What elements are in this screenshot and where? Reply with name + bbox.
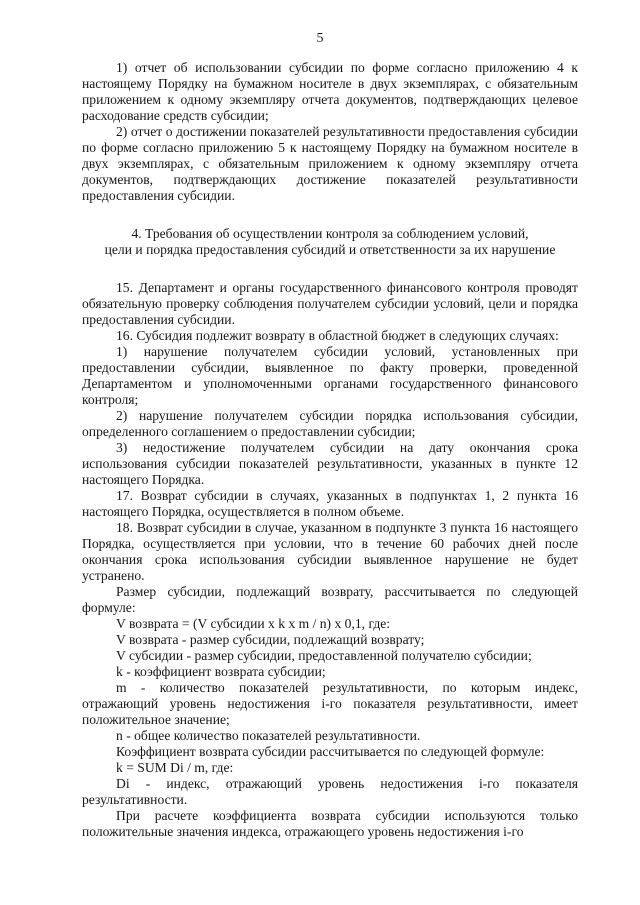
paragraph-16: 16. Субсидия подлежит возврату в областной бюджет в следующих случаях:	[116, 328, 559, 343]
definition-n: n - общее количество показателей результативности.	[116, 728, 421, 743]
paragraph-16-item-1: 1) нарушение получателем субсидии условий, установленных при предоставлении субсидии, выявленное по факту проверки, проведенной Департаментом и уполномоченными органами государственного финансового контроля;	[82, 344, 578, 407]
section-heading-line-1: 4. Требования об осуществлении контроля за соблюдением условий,	[131, 226, 529, 241]
spacer	[82, 258, 578, 280]
definition-v-refund: V возврата - размер субсидии, подлежащий возврату;	[116, 632, 425, 647]
paragraph-report-results: 2) отчет о достижении показателей результативности предоставления субсидии по форме согласно приложению 5 к настоящему Порядку на бумажном носителе в двух экземплярах, с обязательным приложением к одному экземпляру отчета документов, подтверждающих достижение показателей результативности предоставления субсидии.	[82, 124, 578, 203]
paragraph-16-item-2: 2) нарушение получателем субсидии порядка использования субсидии, определенного соглашением о предоставлении субсидии;	[82, 408, 578, 439]
paragraph-positive-values: При расчете коэффициента возврата субсидии используются только положительные значения индекса, отражающего уровень недостижения i-го	[82, 808, 578, 839]
formula-refund: V возврата = (V субсидии x k x m / n) x 0,1, где:	[116, 616, 391, 631]
definition-k: k - коэффициент возврата субсидии;	[116, 664, 326, 679]
section-heading-line-2: цели и порядка предоставления субсидий и ответственности за их нарушение	[104, 242, 556, 257]
paragraph-report-usage: 1) отчет об использовании субсидии по форме согласно приложению 4 к настоящему Порядку на бумажном носителе в двух экземплярах, с обязательным приложением к одному экземпляру отчета документов, подтверждающих целевое расходование средств субсидии;	[82, 60, 578, 123]
paragraph-coefficient: Коэффициент возврата субсидии рассчитывается по следующей формуле:	[116, 744, 545, 759]
page-number: 5	[316, 31, 324, 46]
spacer	[82, 204, 578, 226]
paragraph-15: 15. Департамент и органы государственного финансового контроля проводят обязательную проверку соблюдения получателем субсидии условий, цели и порядка предоставления субсидии.	[82, 280, 578, 327]
paragraph-18: 18. Возврат субсидии в случае, указанном в подпункте 3 пункта 16 настоящего Порядка, осуществляется при условии, что в течение 60 рабочих дней после окончания срока использования субсидии выявленное нарушение не будет устранено.	[82, 520, 578, 583]
definition-m: m - количество показателей результативности, по которым индекс, отражающий уровень недостижения i-го показателя результативности, имеет положительное значение;	[82, 680, 578, 727]
paragraph-refund-size: Размер субсидии, подлежащий возврату, рассчитывается по следующей формуле:	[82, 584, 578, 615]
formula-coefficient: k = SUM Di / m, где:	[116, 760, 234, 775]
document-body	[82, 60, 578, 840]
definition-di: Di - индекс, отражающий уровень недостижения i-го показателя результативности.	[82, 776, 578, 807]
paragraph-17: 17. Возврат субсидии в случаях, указанных в подпунктах 1, 2 пункта 16 настоящего Порядка, осуществляется в полном объеме.	[82, 488, 578, 519]
paragraph-16-item-3: 3) недостижение получателем субсидии на дату окончания срока использования субсидии показателей результативности, указанных в пункте 12 настоящего Порядка.	[82, 440, 578, 487]
definition-v-subsidy: V субсидии - размер субсидии, предоставленной получателю субсидии;	[116, 648, 532, 663]
